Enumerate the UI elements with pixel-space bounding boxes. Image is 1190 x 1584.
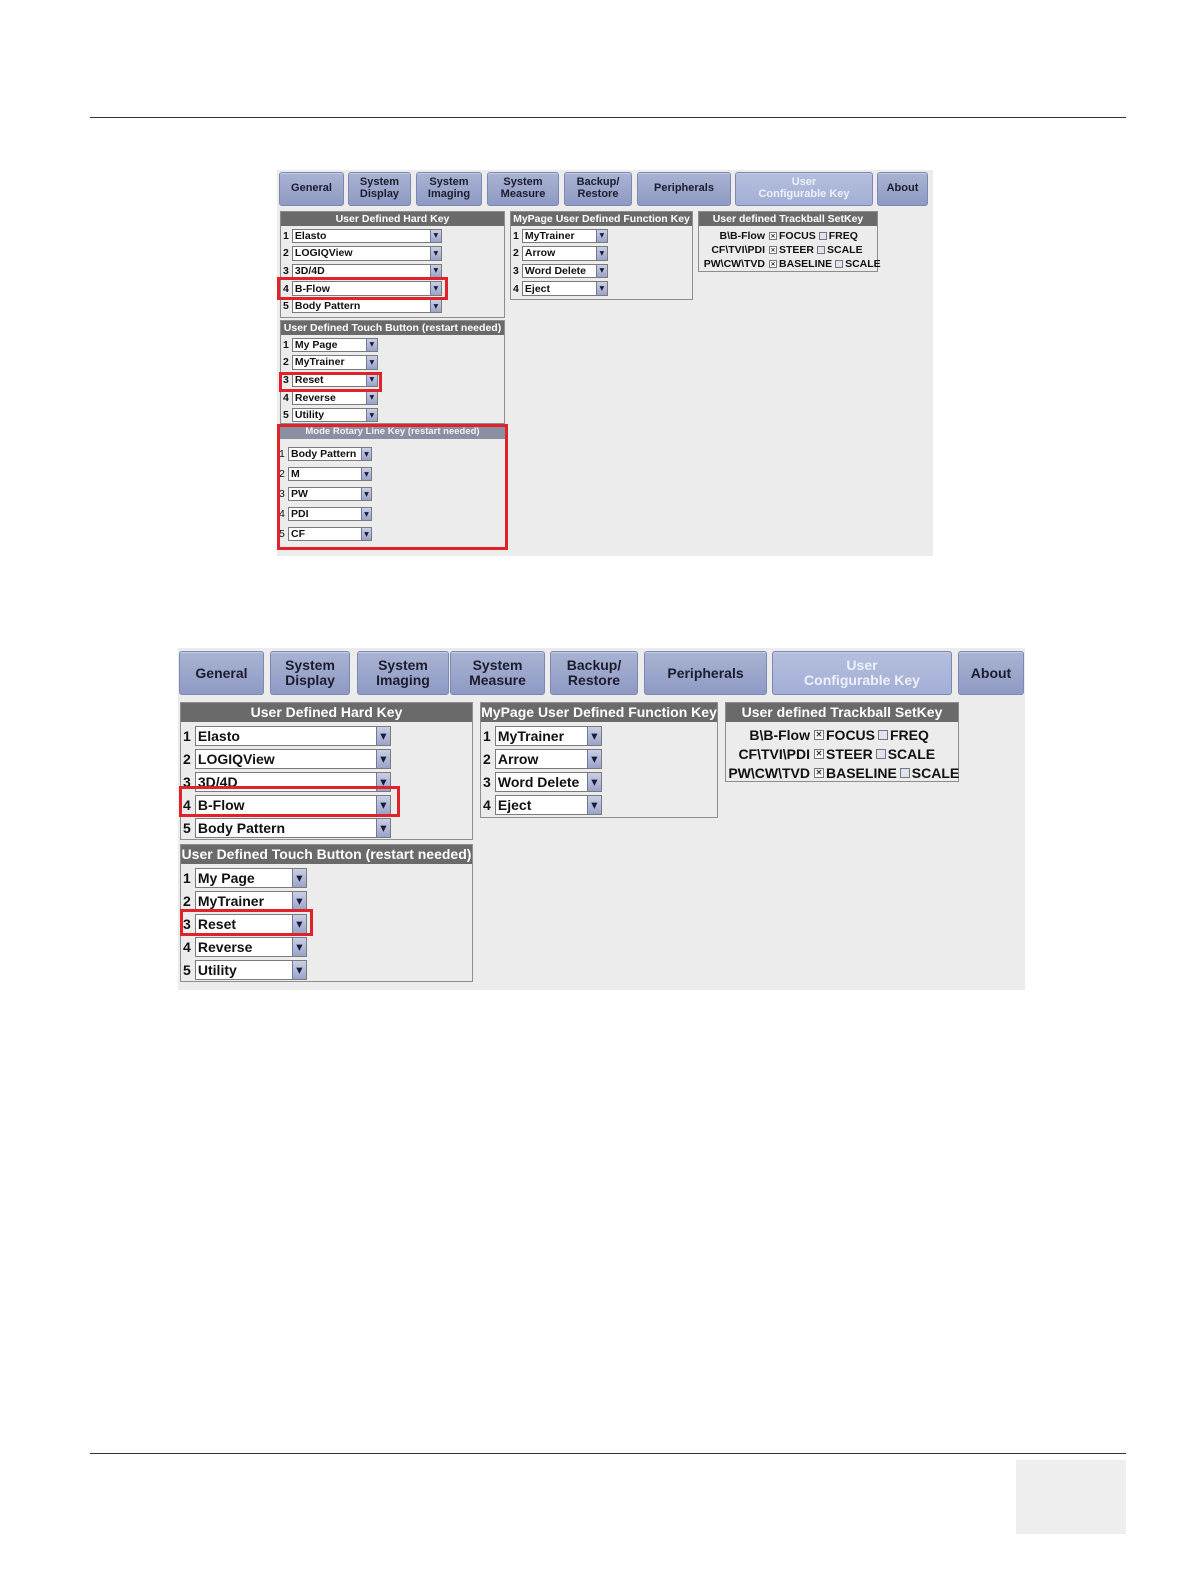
chevron-down-icon[interactable]: ▾ bbox=[366, 391, 377, 404]
tab-label-line1: Peripherals bbox=[654, 182, 714, 195]
dropdown-value: M bbox=[291, 468, 300, 480]
option-dropdown[interactable] bbox=[495, 795, 602, 815]
chevron-down-icon[interactable]: ▾ bbox=[366, 339, 377, 352]
option-dropdown[interactable] bbox=[495, 772, 602, 792]
tab-label bbox=[360, 177, 399, 200]
tab-label-line1: Peripherals bbox=[667, 664, 744, 681]
option-label: FOCUS bbox=[779, 230, 816, 242]
trackball-row bbox=[728, 763, 959, 782]
trackball-panel bbox=[725, 702, 959, 782]
tab-label-line2: Configurable Key bbox=[758, 188, 850, 200]
option-label: BASELINE bbox=[826, 764, 897, 781]
dropdown-value: Arrow bbox=[524, 247, 556, 260]
option-row bbox=[183, 867, 307, 888]
option-row bbox=[513, 246, 608, 262]
row-number: 4 bbox=[513, 282, 519, 295]
dropdown-value: Body Pattern bbox=[291, 448, 357, 460]
trackball-row bbox=[701, 229, 858, 243]
tab-label-line1: System bbox=[285, 657, 335, 674]
dropdown-value: Reset bbox=[197, 915, 237, 932]
tab-label-line2: Restore bbox=[567, 672, 621, 688]
trackball-panel bbox=[698, 211, 881, 272]
trackball-mode-label: CF\TVI\PDI bbox=[738, 745, 810, 762]
row-number: 4 bbox=[183, 938, 191, 955]
option-dropdown[interactable] bbox=[292, 355, 378, 370]
dropdown-value: Reverse bbox=[294, 391, 336, 404]
chevron-down-icon[interactable]: ▾ bbox=[361, 508, 371, 520]
dropdown-value: Reverse bbox=[197, 938, 253, 955]
option-dropdown[interactable] bbox=[292, 246, 442, 261]
tab-system-imaging[interactable] bbox=[357, 651, 449, 695]
tab-label bbox=[654, 183, 714, 195]
option-row bbox=[283, 228, 442, 244]
chevron-down-icon[interactable]: ▾ bbox=[376, 727, 390, 745]
dropdown-value: Body Pattern bbox=[294, 300, 361, 313]
option-row bbox=[283, 337, 378, 353]
row-number: 5 bbox=[183, 961, 191, 978]
option-row bbox=[283, 246, 442, 262]
tab-label-line1: System bbox=[429, 176, 469, 189]
tab-label-line1: User bbox=[846, 657, 878, 674]
trackball-panel-title: User defined Trackball SetKey bbox=[726, 703, 958, 722]
dropdown-value: Utility bbox=[294, 409, 325, 422]
tab-label bbox=[804, 658, 920, 687]
chevron-down-icon[interactable]: ▾ bbox=[430, 247, 441, 260]
row-number: 2 bbox=[283, 356, 289, 369]
dropdown-value: My Page bbox=[197, 869, 255, 886]
dropdown-value: LOGIQView bbox=[197, 750, 275, 767]
tab-label-line1: System bbox=[503, 176, 543, 189]
touch-button-panel-title: User Defined Touch Button (restart needed) bbox=[181, 846, 472, 862]
option-row bbox=[283, 390, 378, 406]
chevron-down-icon[interactable]: ▾ bbox=[376, 796, 390, 814]
tab-label bbox=[469, 658, 526, 687]
row-number: 1 bbox=[283, 229, 289, 242]
chevron-down-icon[interactable]: ▾ bbox=[596, 265, 607, 278]
tab-peripherals[interactable] bbox=[637, 172, 731, 206]
page-number-box bbox=[1016, 1460, 1126, 1534]
trackball-mode-label: PW\CW\TVD bbox=[728, 764, 810, 781]
tab-label bbox=[887, 183, 919, 195]
checkbox-unchecked[interactable] bbox=[817, 246, 825, 254]
tab-label bbox=[567, 658, 621, 687]
option-row bbox=[483, 794, 602, 815]
row-number: 3 bbox=[183, 773, 191, 790]
chevron-down-icon[interactable]: ▾ bbox=[430, 282, 441, 295]
option-row bbox=[183, 725, 391, 746]
tab-about[interactable] bbox=[877, 172, 928, 206]
tab-general[interactable] bbox=[179, 651, 264, 695]
tab-system-imaging[interactable] bbox=[416, 172, 482, 206]
row-number: 1 bbox=[483, 727, 491, 744]
option-row bbox=[513, 228, 608, 244]
option-dropdown[interactable] bbox=[195, 868, 307, 888]
highlight-b-flow bbox=[179, 786, 400, 817]
checkbox-checked[interactable]: ✕ bbox=[770, 247, 776, 254]
option-row bbox=[183, 936, 307, 957]
tab-label bbox=[285, 658, 335, 687]
checkbox-checked[interactable]: ✕ bbox=[815, 730, 823, 739]
tab-label bbox=[428, 177, 470, 200]
trackball-mode-label: PW\CW\TVD bbox=[703, 258, 765, 270]
dropdown-value: Utility bbox=[197, 961, 237, 978]
trackball-row bbox=[728, 744, 935, 763]
dropdown-value: PW bbox=[291, 488, 308, 500]
trackball-row bbox=[701, 243, 863, 257]
option-row bbox=[513, 281, 608, 297]
row-number: 2 bbox=[283, 247, 289, 260]
chevron-down-icon[interactable]: ▾ bbox=[292, 915, 306, 933]
row-number: 1 bbox=[183, 869, 191, 886]
option-dropdown[interactable] bbox=[522, 246, 608, 261]
chevron-down-icon[interactable]: ▾ bbox=[430, 230, 441, 243]
row-number: 2 bbox=[513, 247, 519, 260]
chevron-down-icon[interactable]: ▾ bbox=[596, 282, 607, 295]
row-number: 3 bbox=[283, 373, 289, 386]
tab-label-line2: Display bbox=[285, 672, 335, 688]
chevron-down-icon[interactable]: ▾ bbox=[292, 938, 306, 956]
tab-system-measure[interactable] bbox=[450, 651, 545, 695]
tab-label bbox=[758, 177, 849, 200]
chevron-down-icon[interactable]: ▾ bbox=[587, 773, 601, 791]
tab-label bbox=[291, 183, 332, 195]
chevron-down-icon[interactable]: ▾ bbox=[292, 961, 306, 979]
option-label: BASELINE bbox=[779, 258, 833, 270]
chevron-down-icon[interactable]: ▾ bbox=[587, 796, 601, 814]
option-row bbox=[183, 890, 307, 911]
tab-label-line2: Imaging bbox=[376, 672, 430, 688]
dropdown-value: MyTrainer bbox=[197, 892, 265, 909]
dropdown-value: MyTrainer bbox=[524, 229, 575, 242]
row-number: 4 bbox=[279, 508, 285, 520]
highlight-b-flow bbox=[277, 277, 448, 300]
chevron-down-icon[interactable]: ▾ bbox=[430, 265, 441, 278]
tab-label bbox=[577, 177, 620, 200]
row-number: 4 bbox=[283, 282, 289, 295]
option-label: FOCUS bbox=[826, 726, 875, 743]
row-number: 2 bbox=[183, 892, 191, 909]
tab-label bbox=[501, 177, 546, 200]
option-dropdown[interactable] bbox=[195, 891, 307, 911]
checkbox-unchecked[interactable] bbox=[878, 730, 888, 740]
option-dropdown[interactable] bbox=[195, 726, 391, 746]
chevron-down-icon[interactable]: ▾ bbox=[292, 892, 306, 910]
tab-label-line1: Backup/ bbox=[566, 657, 622, 674]
row-number: 1 bbox=[283, 338, 289, 351]
option-dropdown[interactable] bbox=[292, 299, 442, 314]
option-label: FREQ bbox=[890, 726, 929, 743]
checkbox-checked[interactable]: ✕ bbox=[815, 768, 823, 777]
dropdown-value: MyTrainer bbox=[497, 727, 565, 744]
chevron-down-icon[interactable]: ▾ bbox=[361, 468, 371, 480]
tab-label-line1: About bbox=[886, 182, 919, 195]
option-dropdown[interactable] bbox=[522, 281, 608, 296]
highlight-reset bbox=[180, 909, 313, 936]
chevron-down-icon[interactable]: ▾ bbox=[596, 247, 607, 260]
option-label: SCALE bbox=[911, 764, 960, 781]
option-row bbox=[483, 725, 602, 746]
tab-label bbox=[971, 666, 1011, 681]
tab-label-line1: Backup/ bbox=[576, 176, 620, 189]
dropdown-value: Eject bbox=[497, 796, 532, 813]
dropdown-value: LOGIQView bbox=[294, 247, 353, 260]
checkbox-unchecked[interactable] bbox=[876, 749, 886, 759]
tab-label-line2: Restore bbox=[577, 188, 619, 200]
function-key-panel bbox=[480, 702, 718, 818]
dropdown-value: Eject bbox=[524, 282, 551, 295]
dropdown-value: Reset bbox=[294, 373, 324, 386]
row-number: 2 bbox=[279, 468, 285, 480]
row-number: 3 bbox=[483, 773, 491, 790]
highlight-mode-rotary bbox=[277, 424, 508, 550]
row-number: 5 bbox=[283, 300, 289, 313]
dropdown-value: Word Delete bbox=[524, 264, 586, 277]
row-number: 1 bbox=[513, 229, 519, 242]
tab-label-line1: User bbox=[791, 176, 817, 189]
tab-system-display[interactable] bbox=[348, 172, 411, 206]
option-label: STEER bbox=[779, 244, 815, 256]
header-rule bbox=[90, 117, 1126, 118]
tab-backup-restore[interactable] bbox=[564, 172, 632, 206]
row-number: 5 bbox=[183, 819, 191, 836]
dropdown-value: MyTrainer bbox=[294, 356, 345, 369]
option-row bbox=[513, 263, 608, 279]
dropdown-value: 3D/4D bbox=[294, 264, 325, 277]
chevron-down-icon[interactable]: ▾ bbox=[366, 374, 377, 387]
tab-label-line2: Configurable Key bbox=[804, 672, 920, 688]
chevron-down-icon[interactable]: ▾ bbox=[376, 750, 390, 768]
chevron-down-icon[interactable]: ▾ bbox=[587, 750, 601, 768]
dropdown-value: PDI bbox=[291, 508, 309, 520]
row-number: 3 bbox=[183, 915, 191, 932]
trackball-row bbox=[701, 257, 881, 271]
chevron-down-icon[interactable]: ▾ bbox=[366, 356, 377, 369]
option-row bbox=[183, 817, 391, 838]
screenshot-without-mode-rotary bbox=[178, 648, 1025, 990]
row-number: 4 bbox=[183, 796, 191, 813]
tab-label-line1: General bbox=[195, 664, 248, 681]
tab-general[interactable] bbox=[279, 172, 344, 206]
option-dropdown[interactable] bbox=[195, 749, 391, 769]
tab-user-configurable-key[interactable] bbox=[735, 172, 873, 206]
option-dropdown[interactable] bbox=[195, 960, 307, 980]
function-key-panel-title: MyPage User Defined Function Key bbox=[511, 212, 692, 226]
tab-label-line2: Imaging bbox=[427, 188, 471, 200]
row-number: 3 bbox=[279, 488, 285, 500]
dropdown-value: 3D/4D bbox=[197, 773, 238, 790]
tab-label bbox=[667, 666, 743, 681]
tab-label bbox=[195, 666, 247, 681]
tab-label-line1: System bbox=[472, 657, 523, 674]
chevron-down-icon[interactable]: ▾ bbox=[366, 409, 377, 422]
option-dropdown[interactable] bbox=[195, 937, 307, 957]
mode-rotary-title: Mode Rotary Line Key (restart needed) bbox=[279, 425, 506, 439]
tab-label-line2: Measure bbox=[469, 672, 526, 688]
row-number: 2 bbox=[183, 750, 191, 767]
tab-backup-restore[interactable] bbox=[550, 651, 638, 695]
tab-about[interactable] bbox=[958, 651, 1024, 695]
highlight-reset bbox=[279, 372, 382, 392]
hard-key-panel-title: User Defined Hard Key bbox=[281, 212, 504, 226]
option-label: STEER bbox=[826, 745, 873, 762]
touch-button-panel-title: User Defined Touch Button (restart needed) bbox=[281, 321, 504, 335]
option-row bbox=[183, 959, 307, 980]
tab-system-display[interactable] bbox=[270, 651, 350, 695]
row-number: 3 bbox=[283, 264, 289, 277]
chevron-down-icon[interactable]: ▾ bbox=[292, 869, 306, 887]
chevron-down-icon[interactable]: ▾ bbox=[361, 488, 371, 500]
chevron-down-icon[interactable]: ▾ bbox=[376, 819, 390, 837]
trackball-row bbox=[728, 725, 929, 744]
chevron-down-icon[interactable]: ▾ bbox=[376, 773, 390, 791]
chevron-down-icon[interactable]: ▾ bbox=[587, 727, 601, 745]
function-key-panel bbox=[510, 211, 693, 300]
row-number: 5 bbox=[283, 409, 289, 422]
option-dropdown[interactable] bbox=[522, 264, 608, 279]
option-dropdown[interactable] bbox=[292, 338, 378, 353]
trackball-mode-label: CF\TVI\PDI bbox=[711, 244, 765, 256]
row-number: 5 bbox=[279, 528, 285, 540]
chevron-down-icon[interactable]: ▾ bbox=[596, 230, 607, 243]
chevron-down-icon[interactable]: ▾ bbox=[361, 448, 371, 460]
tab-label-line1: System bbox=[359, 176, 400, 189]
option-row bbox=[483, 771, 602, 792]
dropdown-value: CF bbox=[291, 528, 305, 540]
tab-label-line1: System bbox=[378, 657, 428, 674]
option-label: FREQ bbox=[828, 230, 858, 242]
tab-label-line1: General bbox=[291, 182, 332, 195]
tab-user-configurable-key[interactable] bbox=[772, 651, 952, 695]
tab-label bbox=[376, 658, 430, 687]
checkbox-unchecked[interactable] bbox=[819, 232, 827, 240]
row-number: 4 bbox=[283, 391, 289, 404]
option-dropdown[interactable] bbox=[292, 390, 378, 405]
trackball-mode-label: B\B-Flow bbox=[749, 726, 810, 743]
tab-label-line1: About bbox=[970, 664, 1012, 681]
dropdown-value: Elasto bbox=[197, 727, 240, 744]
row-number: 3 bbox=[513, 264, 519, 277]
dropdown-value: Elasto bbox=[294, 229, 327, 242]
hard-key-panel bbox=[280, 211, 505, 318]
dropdown-value: My Page bbox=[294, 338, 338, 351]
option-dropdown[interactable] bbox=[195, 818, 391, 838]
option-row bbox=[283, 355, 378, 371]
chevron-down-icon[interactable]: ▾ bbox=[361, 528, 371, 540]
option-row bbox=[483, 748, 602, 769]
hard-key-panel-title: User Defined Hard Key bbox=[181, 703, 472, 722]
function-key-panel-title: MyPage User Defined Function Key bbox=[481, 704, 717, 720]
row-number: 2 bbox=[483, 750, 491, 767]
trackball-mode-label: B\B-Flow bbox=[719, 230, 765, 242]
option-dropdown[interactable] bbox=[495, 749, 602, 769]
option-row bbox=[283, 298, 442, 314]
checkbox-checked[interactable]: ✕ bbox=[770, 261, 776, 268]
tab-peripherals[interactable] bbox=[644, 651, 767, 695]
row-number: 1 bbox=[183, 727, 191, 744]
option-label: SCALE bbox=[827, 244, 863, 256]
screenshot-with-mode-rotary bbox=[277, 170, 933, 556]
option-row bbox=[283, 407, 378, 423]
trackball-panel-title: User defined Trackball SetKey bbox=[699, 212, 877, 226]
dropdown-value: Body Pattern bbox=[197, 819, 286, 836]
footer-rule bbox=[90, 1453, 1126, 1454]
option-dropdown[interactable] bbox=[292, 408, 378, 423]
dropdown-value: Arrow bbox=[497, 750, 539, 767]
row-number: 4 bbox=[483, 796, 491, 813]
row-number: 1 bbox=[279, 448, 285, 460]
checkbox-checked[interactable]: ✕ bbox=[770, 233, 776, 240]
checkbox-unchecked[interactable] bbox=[835, 260, 843, 268]
dropdown-value: B-Flow bbox=[197, 796, 245, 813]
dropdown-value: Word Delete bbox=[497, 773, 580, 790]
tab-label-line2: Measure bbox=[500, 188, 546, 200]
option-label: SCALE bbox=[887, 745, 936, 762]
tab-system-measure[interactable] bbox=[487, 172, 559, 206]
tab-label-line2: Display bbox=[359, 188, 400, 200]
checkbox-checked[interactable]: ✕ bbox=[815, 749, 823, 758]
option-label: SCALE bbox=[845, 258, 881, 270]
chevron-down-icon[interactable]: ▾ bbox=[430, 300, 441, 313]
hard-key-panel bbox=[180, 702, 473, 840]
checkbox-unchecked[interactable] bbox=[900, 768, 910, 778]
option-row bbox=[183, 748, 391, 769]
dropdown-value: B-Flow bbox=[294, 282, 330, 295]
option-dropdown[interactable] bbox=[292, 229, 442, 244]
option-dropdown[interactable] bbox=[522, 229, 608, 244]
option-dropdown[interactable] bbox=[495, 726, 602, 746]
